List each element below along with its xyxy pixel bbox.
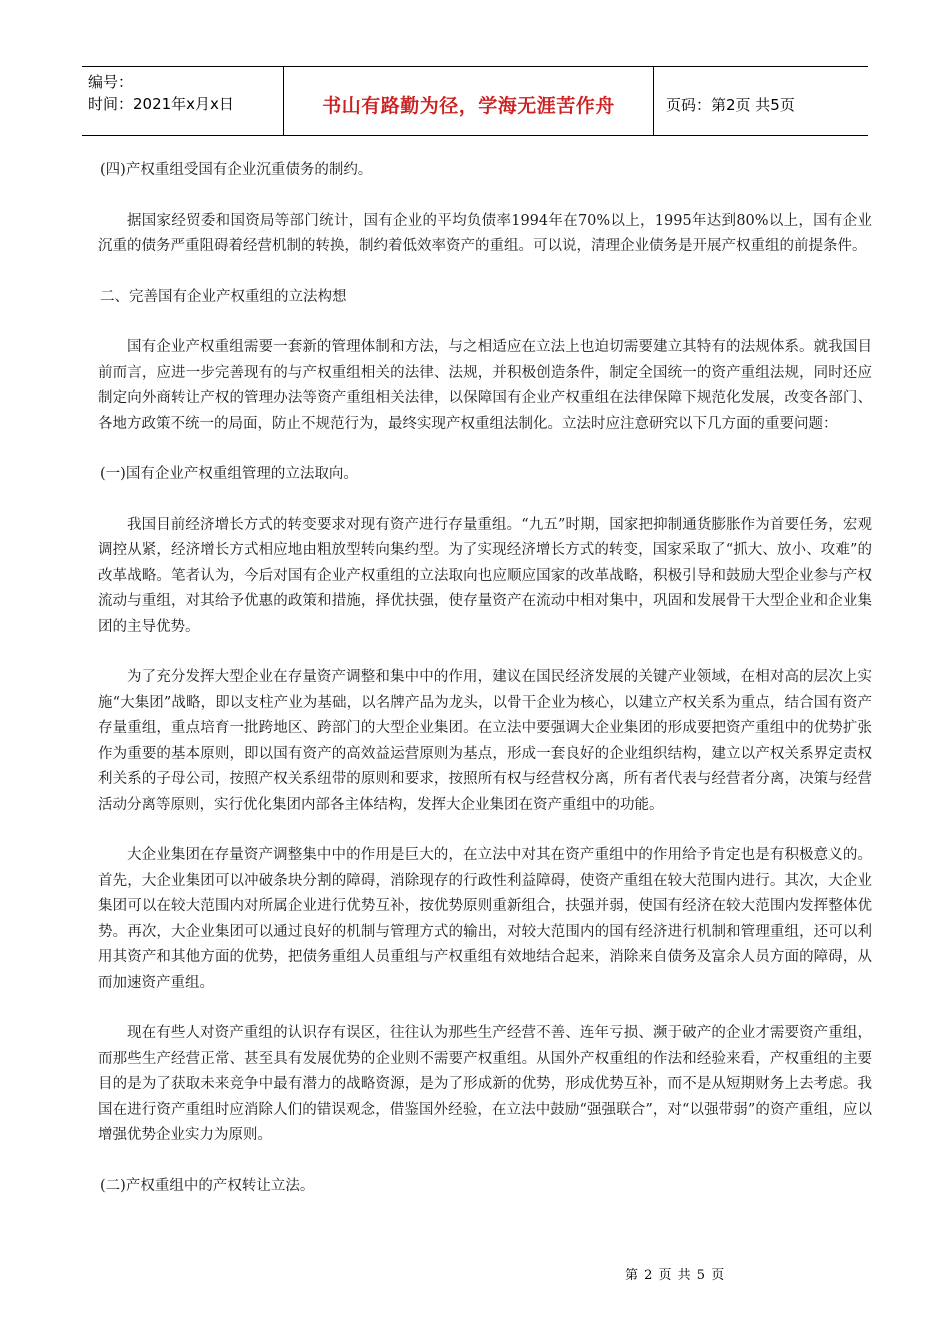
paragraph: 为了充分发挥大型企业在存量资产调整和集中中的作用，建议在国民经济发展的关键产业领域，在相对高的层次上实施“大集团”战略，即以支柱产业为基础，以名牌产品为龙头，以骨干企业为核心，以建立产权关系为重点，结合国有资产存量重组，重点培育一批跨地区、跨部门的大型企业集团。在立法中要强调大企业集团的形成要把资产重组中的优势扩张作为重要的基本原则，即以国有资产的高效益运营原则为基点，形成一套良好的企业组织结构，建立以产权关系界定责权利关系的子母公司，按照产权关系纽带的原则和要求，按照所有权与经营权分离，所有者代表与经营者分离，决策与经营活动分离等原则，实行优化集团内部各主体结构，发挥大企业集团在资产重组中的功能。 <box>98 669 872 813</box>
paragraph: 据国家经贸委和国资局等部门统计，国有企业的平均负债率1994年在70%以上，1995年达到80%以上，国有企业沉重的债务严重阻碍着经营机制的转换，制约着低效率资产的重组。可以说，清理企业债务是开展产权重组的前提条件。 <box>98 212 872 254</box>
section-heading: 二、完善国有企业产权重组的立法构想 <box>100 288 347 305</box>
paragraph: 现在有些人对资产重组的认识存有误区，往往认为那些生产经营不善、连年亏损、濒于破产的企业才需要资产重组，而那些生产经营正常、甚至具有发展优势的企业则不需要产权重组。从国外产权重组的作法和经验来看，产权重组的主要目的是为了获取未来竞争中最有潜力的战略资源，是为了形成新的优势，形成优势互补，而不是从短期财务上去考虑。我国在进行资产重组时应消除人们的错误观念，借鉴国外经验，在立法中鼓励“强强联合”，对“以强带弱”的资产重组，应以增强优势企业实力为原则。 <box>98 1025 872 1143</box>
header-motto-cell <box>284 67 654 135</box>
page-header <box>82 66 868 136</box>
header-page-number: 页码：第2页 共5页 <box>666 95 795 114</box>
section-heading: (四)产权重组受国有企业沉重债务的制约。 <box>100 162 373 178</box>
date-label: 时间：2021年x月x日 <box>88 95 234 113</box>
header-motto: 书山有路勤为径，学海无涯苦作舟 <box>322 94 615 117</box>
section-heading: (一)国有企业产权重组管理的立法取向。 <box>100 466 358 482</box>
doc-number-label: 编号： <box>88 73 134 91</box>
document-body <box>98 158 872 1224</box>
header-meta <box>82 67 284 135</box>
section-heading: (二)产权重组中的产权转让立法。 <box>100 1177 315 1194</box>
paragraph: 国有企业产权重组需要一套新的管理体制和方法，与之相适应在立法上也迫切需要建立其特有的法规体系。就我国目前而言，应进一步完善现有的与产权重组相关的法律、法规，并积极创造条件，制定全国统一的资产重组法规，同时还应制定向外商转让产权的管理办法等资产重组相关法律，以保障国有企业产权重组在法律保障下规范化发展，改变各部门、各地方政策不统一的局面，防止不规范行为，最终实现产权重组法制化。立法时应注意研究以下几方面的重要问题： <box>98 339 872 432</box>
header-page-cell <box>654 67 868 135</box>
page-footer: 第 2 页 共 5 页 <box>625 1268 726 1283</box>
paragraph: 大企业集团在存量资产调整集中中的作用是巨大的，在立法中对其在资产重组中的作用给予肯定也是有积极意义的。首先，大企业集团可以冲破条块分割的障碍，消除现存的行政性利益障碍，使资产重组在较大范围内进行。其次，大企业集团可以在较大范围内对所属企业进行优势互补，按优势原则重新组合，扶强并弱，使国有经济在较大范围内发挥整体优势。再次，大企业集团可以通过良好的机制与管理方式的输出，对较大范围内的国有经济进行机制和管理重组，还可以利用其资产和其他方面的优势，把债务重组人员重组与产权重组有效地结合起来，消除来自债务及富余人员方面的障碍，从而加速资产重组。 <box>98 847 872 991</box>
paragraph: 我国目前经济增长方式的转变要求对现有资产进行存量重组。“九五”时期，国家把抑制通货膨胀作为首要任务，宏观调控从紧，经济增长方式相应地由粗放型转向集约型。为了实现经济增长方式的转变，国家采取了“抓大、放小、攻难”的改革战略。笔者认为，今后对国有企业产权重组的立法取向也应顺应国家的改革战略，积极引导和鼓励大型企业参与产权流动与重组，对其给予优惠的政策和措施，择优扶强，使存量资产在流动中相对集中，巩固和发展骨干大型企业和企业集团的主导优势。 <box>98 516 872 635</box>
